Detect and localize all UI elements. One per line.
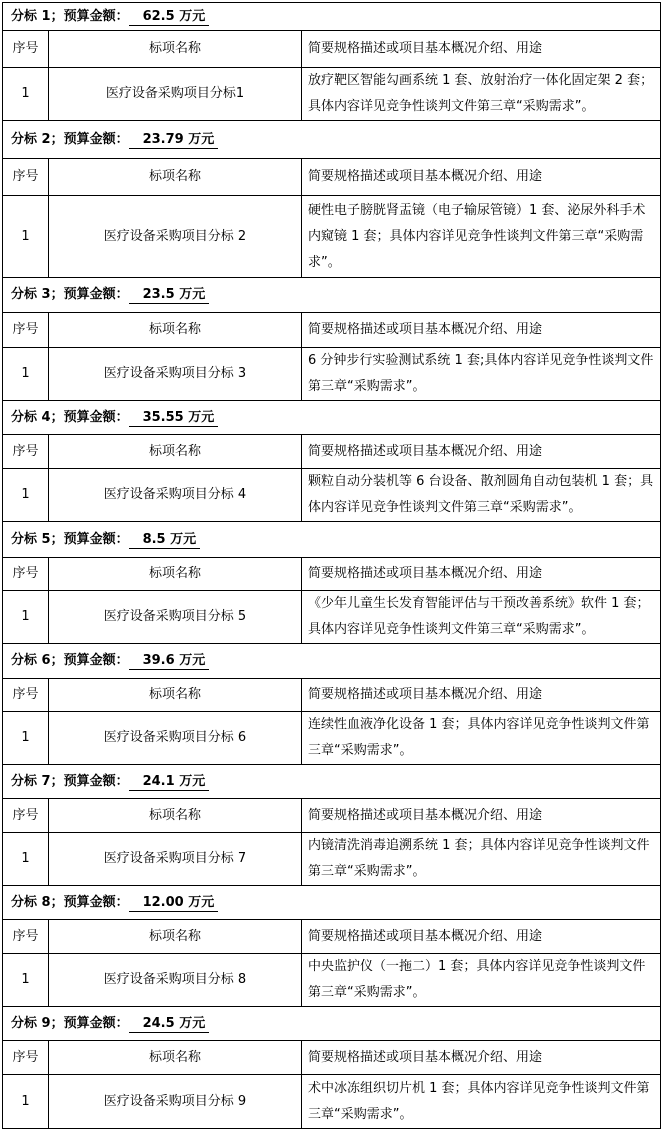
lot-header-row bbox=[3, 401, 661, 435]
lot-title: 分标 4；预算金额： bbox=[11, 409, 129, 425]
lot-header-cell bbox=[3, 522, 661, 558]
budget-unit: 万元 bbox=[179, 8, 206, 24]
column-header-row bbox=[3, 435, 661, 469]
row-description: 《少年儿童生长发育智能评估与干预改善系统》软件 1 套；具体内容详见竞争性谈判文件第三章“采购需求”。 bbox=[302, 591, 661, 644]
budget-value: 35.55 bbox=[142, 409, 184, 425]
budget-value: 62.5 bbox=[142, 8, 175, 24]
budget-unit: 万元 bbox=[179, 1015, 206, 1031]
lot-header-cell bbox=[3, 401, 661, 435]
table-row bbox=[3, 348, 661, 401]
row-name: 医疗设备采购项目分标 4 bbox=[49, 469, 302, 522]
column-header-description: 简要规格描述或项目基本概况介绍、用途 bbox=[302, 313, 661, 348]
lot-header-row bbox=[3, 886, 661, 920]
row-index: 1 bbox=[3, 1075, 49, 1129]
lot-title: 分标 2；预算金额： bbox=[11, 131, 129, 147]
budget-amount bbox=[129, 132, 219, 149]
table-row bbox=[3, 954, 661, 1007]
column-header-name: 标项名称 bbox=[49, 159, 302, 196]
lot-header-cell bbox=[3, 1007, 661, 1041]
budget-amount bbox=[129, 287, 210, 304]
column-header-description: 简要规格描述或项目基本概况介绍、用途 bbox=[302, 159, 661, 196]
lot-header-cell bbox=[3, 3, 661, 31]
budget-amount bbox=[129, 653, 210, 670]
column-header-description: 简要规格描述或项目基本概况介绍、用途 bbox=[302, 679, 661, 712]
row-index: 1 bbox=[3, 712, 49, 765]
column-header-name: 标项名称 bbox=[49, 313, 302, 348]
row-index: 1 bbox=[3, 469, 49, 522]
row-name: 医疗设备采购项目分标 9 bbox=[49, 1075, 302, 1129]
lot-title: 分标 5；预算金额： bbox=[11, 531, 129, 547]
budget-unit: 万元 bbox=[179, 653, 206, 668]
table-row bbox=[3, 68, 661, 121]
column-header-description: 简要规格描述或项目基本概况介绍、用途 bbox=[302, 435, 661, 469]
lot-title: 分标 1；预算金额： bbox=[11, 8, 129, 24]
lot-header-cell bbox=[3, 765, 661, 799]
column-header-name: 标项名称 bbox=[49, 558, 302, 591]
lot-header-row bbox=[3, 522, 661, 558]
lot-title: 分标 3；预算金额： bbox=[11, 287, 129, 302]
table-row bbox=[3, 196, 661, 278]
lots-body bbox=[3, 3, 661, 1129]
column-header-name: 标项名称 bbox=[49, 679, 302, 712]
row-index: 1 bbox=[3, 68, 49, 121]
table-row bbox=[3, 469, 661, 522]
budget-unit: 万元 bbox=[170, 531, 197, 547]
column-header-row bbox=[3, 1041, 661, 1075]
column-header-row bbox=[3, 159, 661, 196]
column-header-name: 标项名称 bbox=[49, 31, 302, 68]
column-header-index: 序号 bbox=[3, 1041, 49, 1075]
row-index: 1 bbox=[3, 348, 49, 401]
lot-header-row bbox=[3, 121, 661, 159]
lot-header-cell bbox=[3, 886, 661, 920]
budget-value: 24.5 bbox=[142, 1015, 175, 1031]
row-description: 放疗靶区智能勾画系统 1 套、放射治疗一体化固定架 2 套；具体内容详见竞争性谈判文件第三章“采购需求”。 bbox=[302, 68, 661, 121]
column-header-description: 简要规格描述或项目基本概况介绍、用途 bbox=[302, 31, 661, 68]
column-header-index: 序号 bbox=[3, 159, 49, 196]
row-description: 颗粒自动分装机等 6 台设备、散剂圆角自动包装机 1 套；具体内容详见竞争性谈判文件第三章“采购需求”。 bbox=[302, 469, 661, 522]
lot-header-row bbox=[3, 3, 661, 31]
row-name: 医疗设备采购项目分标 8 bbox=[49, 954, 302, 1007]
row-description: 内镜清洗消毒追溯系统 1 套；具体内容详见竞争性谈判文件第三章“采购需求”。 bbox=[302, 833, 661, 886]
column-header-row bbox=[3, 679, 661, 712]
row-name: 医疗设备采购项目分标 7 bbox=[49, 833, 302, 886]
row-name: 医疗设备采购项目分标 6 bbox=[49, 712, 302, 765]
column-header-description: 简要规格描述或项目基本概况介绍、用途 bbox=[302, 920, 661, 954]
column-header-index: 序号 bbox=[3, 920, 49, 954]
budget-value: 12.00 bbox=[142, 894, 184, 910]
column-header-description: 简要规格描述或项目基本概况介绍、用途 bbox=[302, 1041, 661, 1075]
budget-amount bbox=[129, 532, 201, 549]
column-header-row bbox=[3, 31, 661, 68]
lot-header-cell bbox=[3, 278, 661, 313]
column-header-index: 序号 bbox=[3, 679, 49, 712]
table-row bbox=[3, 712, 661, 765]
budget-unit: 万元 bbox=[188, 894, 215, 910]
row-index: 1 bbox=[3, 954, 49, 1007]
budget-amount bbox=[129, 774, 210, 791]
budget-amount bbox=[129, 1016, 210, 1033]
budget-value: 23.79 bbox=[142, 131, 184, 147]
column-header-index: 序号 bbox=[3, 313, 49, 348]
column-header-name: 标项名称 bbox=[49, 435, 302, 469]
row-name: 医疗设备采购项目分标1 bbox=[49, 68, 302, 121]
column-header-index: 序号 bbox=[3, 435, 49, 469]
column-header-row bbox=[3, 920, 661, 954]
budget-unit: 万元 bbox=[188, 131, 215, 147]
lot-title: 分标 7；预算金额： bbox=[11, 773, 129, 789]
row-description: 硬性电子膀胱肾盂镜（电子输尿管镜）1 套、泌尿外科手术内窥镜 1 套；具体内容详见竞争性谈判文件第三章“采购需求”。 bbox=[302, 196, 661, 278]
row-index: 1 bbox=[3, 833, 49, 886]
lot-header-cell bbox=[3, 121, 661, 159]
column-header-row bbox=[3, 558, 661, 591]
column-header-row bbox=[3, 313, 661, 348]
row-name: 医疗设备采购项目分标 2 bbox=[49, 196, 302, 278]
column-header-description: 简要规格描述或项目基本概况介绍、用途 bbox=[302, 558, 661, 591]
row-index: 1 bbox=[3, 591, 49, 644]
row-name: 医疗设备采购项目分标 5 bbox=[49, 591, 302, 644]
table-row bbox=[3, 1075, 661, 1129]
budget-unit: 万元 bbox=[179, 287, 206, 302]
row-description: 术中冰冻组织切片机 1 套；具体内容详见竞争性谈判文件第三章“采购需求”。 bbox=[302, 1075, 661, 1129]
lot-header-row bbox=[3, 765, 661, 799]
budget-unit: 万元 bbox=[188, 409, 215, 425]
budget-unit: 万元 bbox=[179, 773, 206, 789]
lot-header-row bbox=[3, 644, 661, 679]
column-header-index: 序号 bbox=[3, 558, 49, 591]
budget-amount bbox=[129, 895, 219, 912]
table-row bbox=[3, 591, 661, 644]
budget-amount bbox=[129, 9, 210, 26]
budget-amount bbox=[129, 410, 219, 427]
budget-value: 24.1 bbox=[142, 773, 175, 789]
row-description: 连续性血液净化设备 1 套；具体内容详见竞争性谈判文件第三章“采购需求”。 bbox=[302, 712, 661, 765]
lot-header-row bbox=[3, 1007, 661, 1041]
row-name: 医疗设备采购项目分标 3 bbox=[49, 348, 302, 401]
table-row bbox=[3, 833, 661, 886]
lot-budget-table bbox=[2, 2, 661, 1129]
column-header-name: 标项名称 bbox=[49, 920, 302, 954]
column-header-name: 标项名称 bbox=[49, 799, 302, 833]
column-header-index: 序号 bbox=[3, 31, 49, 68]
budget-value: 8.5 bbox=[142, 531, 166, 547]
row-description: 中央监护仪（一拖二）1 套；具体内容详见竞争性谈判文件第三章“采购需求”。 bbox=[302, 954, 661, 1007]
column-header-description: 简要规格描述或项目基本概况介绍、用途 bbox=[302, 799, 661, 833]
column-header-index: 序号 bbox=[3, 799, 49, 833]
column-header-row bbox=[3, 799, 661, 833]
lot-title: 分标 9；预算金额： bbox=[11, 1015, 129, 1031]
lot-header-row bbox=[3, 278, 661, 313]
column-header-name: 标项名称 bbox=[49, 1041, 302, 1075]
budget-value: 23.5 bbox=[142, 287, 175, 302]
lot-title: 分标 6；预算金额： bbox=[11, 653, 129, 668]
budget-value: 39.6 bbox=[142, 653, 175, 668]
lot-header-cell bbox=[3, 644, 661, 679]
row-description: 6 分钟步行实验测试系统 1 套;具体内容详见竞争性谈判文件第三章“采购需求”。 bbox=[302, 348, 661, 401]
lot-title: 分标 8；预算金额： bbox=[11, 894, 129, 910]
row-index: 1 bbox=[3, 196, 49, 278]
